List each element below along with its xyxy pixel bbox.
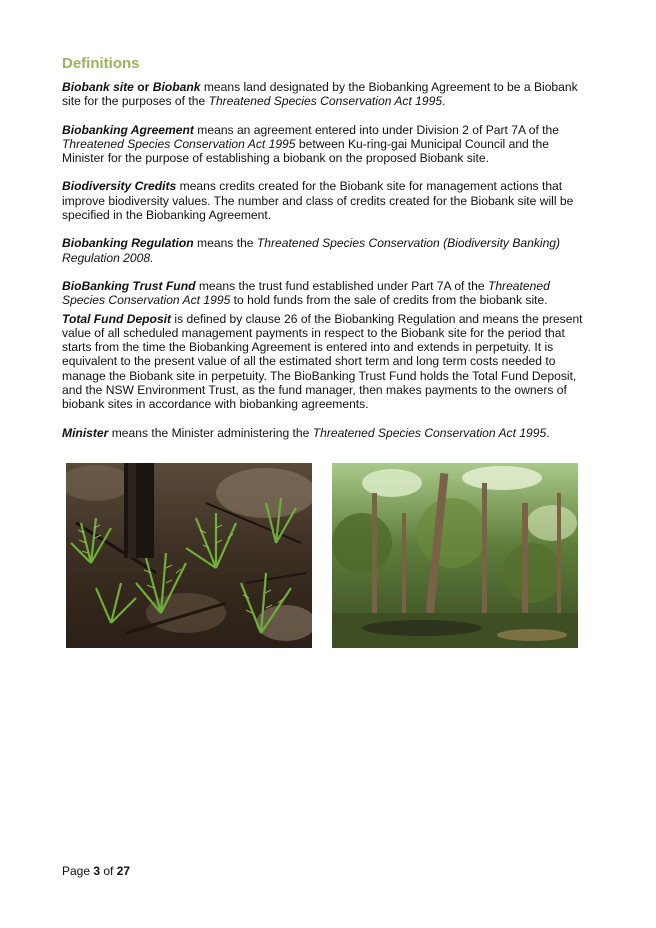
definition-text: means credits created for the Biobank site for management actions that improve biodiversity values. The number and class of credits created for the Biobank site will be specified in the Biobanking Agreement. xyxy=(62,179,574,223)
photo-fern-regrowth xyxy=(66,463,312,648)
woodland-image xyxy=(332,463,578,648)
act-name: Threatened Species Conservation Act 1995 xyxy=(312,425,547,440)
term: Biobanking Agreement xyxy=(62,122,194,137)
fern-regrowth-image xyxy=(66,463,312,648)
page-total: 27 xyxy=(116,864,131,878)
act-name: Threatened Species Conservation Act 1995 xyxy=(62,278,550,308)
definition-text: . xyxy=(546,425,550,440)
term: Minister xyxy=(62,425,109,440)
definition-minister xyxy=(62,426,592,440)
term: Biobank site xyxy=(62,80,134,94)
term: BioBanking Trust Fund xyxy=(62,278,196,293)
definition-text: between Ku-ring-gai Municipal Council and the Minister for the purpose of establishing a biobank on the proposed Biobank site. xyxy=(62,136,549,166)
term: Biobank xyxy=(152,80,201,94)
definition-biobank-site xyxy=(62,80,592,109)
definition-text: is defined by clause 26 of the Biobanking Regulation and means the present value of all scheduled management payments in respect to the Biobank site for the period that starts from the time the Biobanking Agreement is entered into and extends in perpetuity. It is equivalent to the present value of all the estimated short term and long term costs needed to manage the Biobank site in perpetuity. The BioBanking Trust Fund holds the Total Fund Deposit, and the NSW Environment Trust, as the fund manager, then makes payments to the owners of biobank sites in accordance with biobanking agreements. xyxy=(62,311,583,412)
definition-text: means land designated by the Biobanking Agreement to be a Biobank site for the purposes of the xyxy=(62,80,578,109)
act-name: Threatened Species Conservation Act 1995 xyxy=(208,94,443,109)
definition-text: means the trust fund established under Part 7A of the xyxy=(195,278,488,293)
definition-text: means an agreement entered into under Division 2 of Part 7A of the xyxy=(193,122,559,137)
connector: or xyxy=(133,80,153,94)
term: Biodiversity Credits xyxy=(62,179,177,194)
page-of: of xyxy=(100,864,117,878)
term: Total Fund Deposit xyxy=(62,311,172,326)
definition-trust-fund xyxy=(62,279,592,308)
page-prefix: Page xyxy=(62,864,94,878)
term: Biobanking Regulation xyxy=(62,236,194,251)
definition-text: means the Minister administering the xyxy=(108,425,313,440)
definition-text: . xyxy=(442,94,446,109)
definition-total-fund-deposit xyxy=(62,312,592,412)
photo-woodland xyxy=(332,463,578,648)
definitions-list xyxy=(62,80,592,440)
definition-text: to hold funds from the sale of credits from the biobank site. xyxy=(230,293,548,308)
act-name: Threatened Species Conservation (Biodiversity Banking) Regulation 2008. xyxy=(62,236,561,265)
act-name: Threatened Species Conservation Act 1995 xyxy=(62,136,296,151)
definition-biobanking-regulation xyxy=(62,236,592,265)
definition-biobanking-agreement xyxy=(62,123,592,166)
page-heading: Definitions xyxy=(62,55,140,72)
page-current: 3 xyxy=(93,864,101,878)
page-number xyxy=(62,864,130,878)
definition-biodiversity-credits xyxy=(62,179,592,222)
definition-text: means the xyxy=(193,236,257,251)
